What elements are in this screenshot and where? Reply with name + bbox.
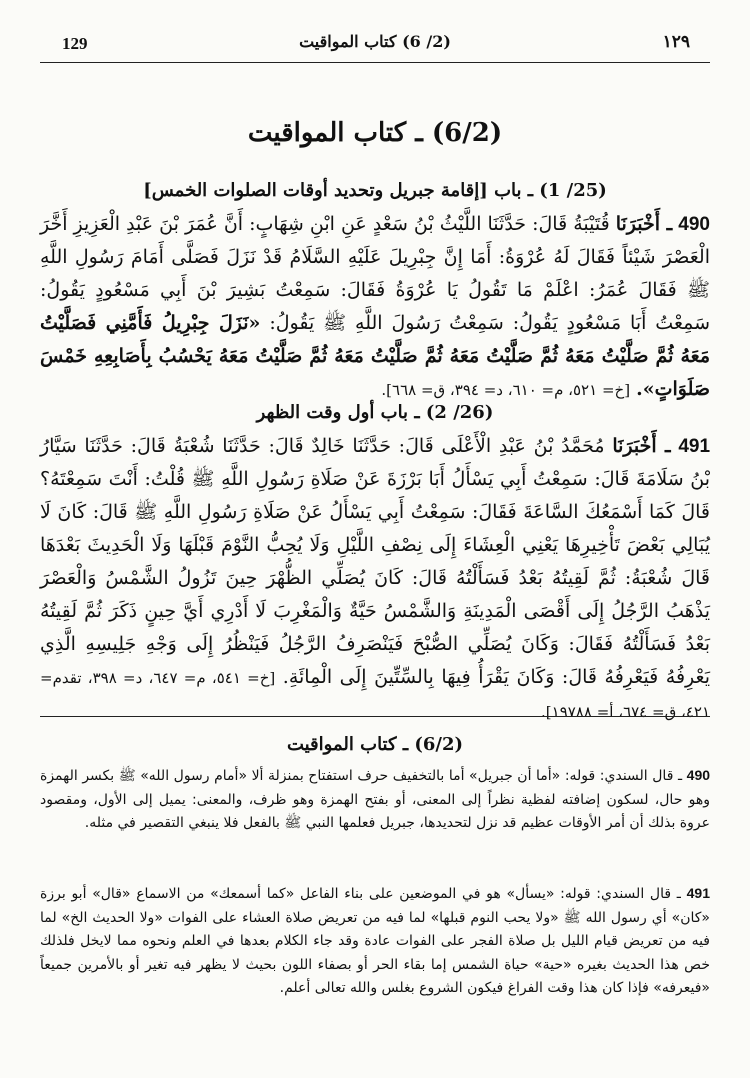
hadith-491 bbox=[40, 430, 710, 729]
commentary-title: (6/2) ـ كتاب المواقيت bbox=[286, 734, 464, 755]
page-header bbox=[40, 30, 710, 63]
commentary-text: ـ قال السندي: قوله: «أما أن جبريل» أما بالتخفيف حرف استفتاح بمنزلة ألا «أمام رسول الله» ﷺ بكسر الهمزة وهو حال، لسكون إضافته لفظية نظراً إلى المعنى، أو بفتح الهمزة وهو ظرف، والمعنى: يميل إلى الأول، ومقصود عروة بذلك أن أمر الأوقات عظيم قد نزل لتحديدها، جبريل فعلمها النبي ﷺ بالفعل فلا ينبغي التقصير في مثله. bbox=[40, 768, 710, 831]
hadith-number: 491 bbox=[678, 436, 711, 457]
book-title: (6/2) ـ كتاب المواقيت bbox=[247, 118, 503, 148]
page-number-arabic: ١٢٩ bbox=[662, 32, 690, 52]
commentary-number: 490 bbox=[686, 767, 711, 783]
hadith-number: 490 bbox=[678, 214, 710, 235]
chapter-heading-2: (26/ 2) ـ باب أول وقت الظهر bbox=[256, 402, 494, 423]
commentary-text: ـ قال السندي: قوله: «يسأل» هو في الموضعين على بناء الفاعل «كما أسمعك» من الاسماع «قال» أبو برزة «كان» أي رسول الله ﷺ «ولا يحب النوم قبلها» لما فيه من تعريض صلاة العشاء على الفوات «ولا الحديث الخ» لما فيه من تعريض قيام الليل بل صلاة الفجر على الفوات عادة وقد جاء الكلام بعدها في العلم ونحوه مما لايخل فلذلك خص هذا الحديث بغيره «حية» حياة الشمس إما بقاء الحر أو بصفاء اللون بحيث لا يظهر فيه تغير أو بالأمرين جميعاً «فيعرفه» فإذا كان هذا وقت الفراغ فيكون الشروع بغلس والله تعالى أعلم. bbox=[40, 886, 710, 996]
chapter-heading-1: (25/ 1) ـ باب [إقامة جبريل وتحديد أوقات الصلوات الخمس] bbox=[143, 180, 607, 201]
hadith-intro: ـ أَخْبَرَنَا bbox=[612, 435, 671, 457]
hadith-text: قُتَيْبَةُ قَالَ: حَدَّثَنَا اللَّيْثُ بْنُ سَعْدٍ عَنِ ابْنِ شِهَابٍ: أَنَّ عُمَرَ بْنَ عَبْدِ الْعَزِيزِ أَخَّرَ الْعَصْرَ شَيْئاً فَقَالَ لَهُ عُرْوَةُ: أَمَا إِنَّ جِبْرِيلَ عَلَيْهِ السَّلَامُ قَدْ نَزَلَ فَصَلَّى أَمَامَ رَسُولِ اللَّهِ ﷺ فَقَالَ عُمَرُ: اعْلَمْ مَا تَقُولُ يَا عُرْوَةُ فَقَالَ: سَمِعْتُ بَشِيرَ بْنَ أَبِي مَسْعُودٍ يَقُولُ: سَمِعْتُ أَبَا مَسْعُودٍ يَقُولُ: سَمِعْتُ رَسُولَ اللَّهِ ﷺ يَقُولُ: bbox=[40, 213, 711, 334]
page-number-latin: 129 bbox=[62, 34, 88, 53]
commentary-number: 491 bbox=[686, 885, 710, 901]
hadith-490 bbox=[40, 208, 710, 407]
commentary-490 bbox=[40, 764, 710, 836]
commentary-491 bbox=[40, 882, 710, 1001]
hadith-quote: «نَزَلَ جِبْرِيلُ فَأَمَّنِي فَصَلَّيْتُ مَعَهُ ثُمَّ صَلَّيْتُ مَعَهُ ثُمَّ صَلَّيْتُ مَعَهُ ثُمَّ صَلَّيْتُ مَعَهُ ثُمَّ صَلَّيْتُ مَعَهُ يَحْسُبُ بِأَصَابِعِهِ خَمْسَ صَلَوَاتٍ». bbox=[40, 312, 710, 400]
hadith-reference: [خ= ٥٤١، م= ٦٤٧، د= ٣٩٨، تقدم= ٤٢١، ق= ٦٧٤، أ= ١٩٧٨٨]. bbox=[40, 669, 710, 721]
hadith-intro: ـ أَخْبَرَنَا bbox=[615, 213, 673, 235]
running-title: (2/ 6) كتاب المواقيت bbox=[299, 32, 451, 51]
hadith-reference: [خ= ٥٢١، م= ٦١٠، د= ٣٩٤، ق= ٦٦٨]. bbox=[381, 381, 631, 399]
footnote-divider bbox=[40, 716, 710, 717]
hadith-text: مُحَمَّدُ بْنُ عَبْدِ الْأَعْلَى قَالَ: حَدَّثَنَا خَالِدٌ قَالَ: حَدَّثَنَا شُعْبَةُ قَالَ: حَدَّثَنَا سَيَّارُ بْنُ سَلَامَةَ قَالَ: سَمِعْتُ أَبِي يَسْأَلُ أَبَا بَرْزَةَ عَنْ صَلَاةِ رَسُولِ اللَّهِ ﷺ قُلْتُ: أَنْتَ سَمِعْتَهُ؟ قَالَ كَمَا أَسْمَعُكَ السَّاعَةَ فَقَالَ: سَمِعْتُ أَبِي يَسْأَلُ عَنْ صَلَاةِ رَسُولِ اللَّهِ ﷺ قَالَ: كَانَ لَا يُبَالِي بَعْضَ تَأْخِيرِهَا يَعْنِي الْعِشَاءَ إِلَى نِصْفِ اللَّيْلِ وَلَا يُحِبُّ النَّوْمَ قَبْلَهَا وَلَا الْحَدِيثَ بَعْدَهَا قَالَ شُعْبَةُ: ثُمَّ لَقِيتُهُ بَعْدُ فَسَأَلْتُهُ قَالَ: كَانَ يُصَلِّي الظُّهْرَ حِينَ تَزُولُ الشَّمْسُ وَالْعَصْرَ يَذْهَبُ الرَّجُلُ إِلَى أَقْصَى الْمَدِينَةِ وَالشَّمْسُ حَيَّةٌ وَالْمَغْرِبَ لَا أَدْرِي أَيَّ حِينٍ ذَكَرَ ثُمَّ لَقِيتُهُ بَعْدُ فَسَأَلْتُهُ فَقَالَ: وَكَانَ يُصَلِّي الصُّبْحَ فَيَنْصَرِفُ الرَّجُلُ فَيَنْظُرُ إِلَى وَجْهِ جَلِيسِهِ الَّذِي يَعْرِفُهُ فَيَعْرِفُهُ قَالَ: وَكَانَ يَقْرَأُ فِيهَا بِالسِّتِّينَ إِلَى الْمِائَةِ. bbox=[40, 435, 710, 688]
